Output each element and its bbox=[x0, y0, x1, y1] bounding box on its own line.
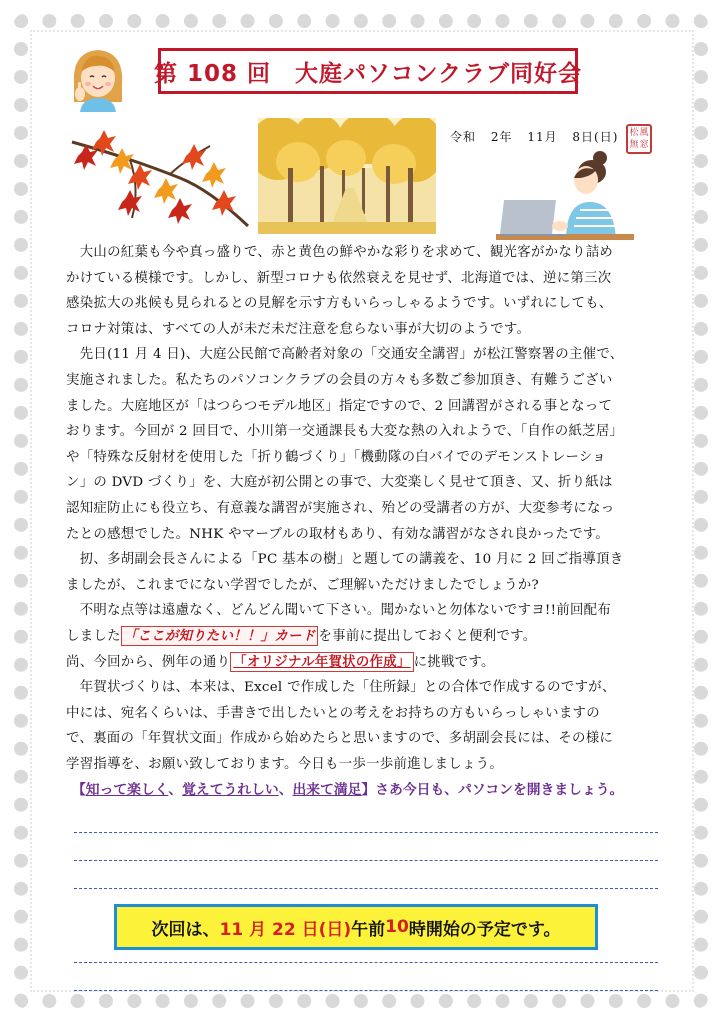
body-line: 不明な点等は遠慮なく、どんどん聞いて下さい。聞かないと勿体ないですヨ!!前回配布 bbox=[66, 603, 612, 619]
page-title: 第 108 回 大庭パソコンクラブ同好会 bbox=[153, 60, 583, 87]
form-line-after: を事前に提出しておくと便利です。 bbox=[318, 628, 537, 644]
article-body bbox=[66, 240, 666, 777]
body-line: 大山の紅葉も今や真っ盛りで、赤と黄色の鮮やかな彩りを求めて、観光客がかなり詰め bbox=[66, 245, 614, 260]
date-month: 11月 bbox=[527, 130, 558, 144]
writing-line bbox=[74, 860, 658, 861]
body-line: 中には、宛名くらいは、手書きで出したいとの考えをお持ちの方もいらっしゃいますの bbox=[66, 705, 600, 721]
next-day: (日) bbox=[318, 919, 352, 940]
body-line-form bbox=[66, 624, 666, 650]
title-banner bbox=[153, 48, 583, 94]
woman-at-laptop-icon bbox=[496, 150, 634, 240]
card-line-before: 尚、今回から、例年の通り bbox=[66, 654, 231, 670]
body-line: 実施されました。私たちのパソコンクラブの会員の方々も多数ご参加頂き、有難うござい bbox=[66, 372, 613, 388]
body-line: 学習指導を、お願い致しております。今日も一歩一歩前進しましょう。 bbox=[66, 756, 504, 772]
date-era: 令和 bbox=[450, 130, 477, 144]
next-time: 10 bbox=[385, 917, 409, 937]
issue-date bbox=[450, 128, 618, 145]
motto-close: 】さあ今日も、パソコンを開きましょう。 bbox=[361, 782, 624, 798]
writing-line bbox=[74, 990, 658, 991]
next-meeting-banner bbox=[114, 904, 598, 950]
date-year: 2年 bbox=[490, 130, 513, 144]
body-line: たとの感想でした。NHK やマーブルの取材もあり、有効な講習がなされ良かったです。 bbox=[66, 526, 610, 542]
writing-line bbox=[74, 888, 658, 889]
stamp-char: 無 bbox=[629, 140, 639, 150]
stamp-char: 窓 bbox=[639, 140, 649, 150]
club-motto bbox=[72, 778, 623, 798]
body-line: 先日(11 月 4 日)、大庭公民館で高齢者対象の「交通安全講習」が松江警察署の主催で、 bbox=[66, 347, 624, 363]
motto-part-2: 覚えてうれしい bbox=[182, 782, 279, 798]
body-line: コロナ対策は、すべての人が未だ未だ注意を怠らない事が大切のようです。 bbox=[66, 321, 531, 337]
date-day: 8日(日) bbox=[572, 130, 619, 144]
body-line-card bbox=[66, 650, 666, 676]
body-line: 認知症防止にも役立ち、有意義な講習が実施され、殆どの受講者の方が、大変参考になっ bbox=[66, 500, 615, 516]
next-prefix: 次回は、 bbox=[151, 919, 220, 940]
golden-ginkgo-trees-photo bbox=[258, 118, 436, 234]
new-year-card-label: 「オリジナル年賀状の作成」 bbox=[230, 652, 413, 672]
smiling-girl-icon bbox=[66, 44, 130, 112]
motto-part-1: 知って楽しく bbox=[85, 782, 169, 798]
question-card-label: 「ここが知りたい！！」カード bbox=[121, 626, 319, 646]
next-date: 11 月 22 日 bbox=[219, 919, 319, 940]
body-line: ました。大庭地区が「はつらつモデル地区」指定ですので、2 回講習がされる事となって bbox=[66, 398, 613, 414]
card-line-after: に挑戦です。 bbox=[413, 654, 495, 670]
writing-line bbox=[74, 962, 658, 963]
body-line: かけている模様です。しかし、新型コロナも依然衰えを見せず、北海道では、逆に第三次 bbox=[66, 270, 612, 286]
motto-sep: 、 bbox=[278, 782, 293, 798]
body-line: ン」の DVD づくり」を、大庭が初公開との事で、大変楽しく見せて頂き、又、折り紙は bbox=[66, 475, 613, 491]
next-mid: 午前 bbox=[351, 919, 386, 940]
next-suffix: 時開始の予定です。 bbox=[408, 919, 561, 940]
motto-sep: 、 bbox=[168, 782, 183, 798]
motto-open: 【 bbox=[72, 782, 86, 798]
body-line: ましたが、これまでにない学習でしたが、ご理解いただけましたでしょうか? bbox=[66, 577, 539, 593]
body-line: 扨、多胡副会長さんによる「PC 基本の樹」と題しての講義を、10 月に 2 回ご指導頂き bbox=[66, 552, 624, 568]
body-line: おります。今回が 2 回目で、小川第一交通課長も大変な熱の入れようで、「自作の紙芝居」 bbox=[66, 424, 624, 440]
motto-part-3: 出来て満足 bbox=[292, 782, 362, 798]
body-line: 年賀状づくりは、本来は、Excel で作成した「住所録」との合体で作成するのですが、 bbox=[66, 680, 616, 696]
body-line: で、裏面の「年賀状文面」作成から始めたらと思いますので、多胡副会長には、その様に bbox=[66, 731, 614, 747]
form-line-before: しました bbox=[66, 628, 121, 644]
stamp-char: 松 bbox=[629, 128, 639, 138]
body-line: や「特殊な反射材を使用した「折り鶴づくり」「機動隊の白バイでのデモンストレーショ bbox=[66, 449, 606, 465]
stamp-char: 風 bbox=[639, 128, 649, 138]
writing-line bbox=[74, 832, 658, 833]
body-line: 感染拡大の兆候も見られるとの見解を示す方もいらっしゃるようです。いずれにしても、 bbox=[66, 296, 613, 312]
autumn-leaves-branch bbox=[70, 128, 250, 232]
